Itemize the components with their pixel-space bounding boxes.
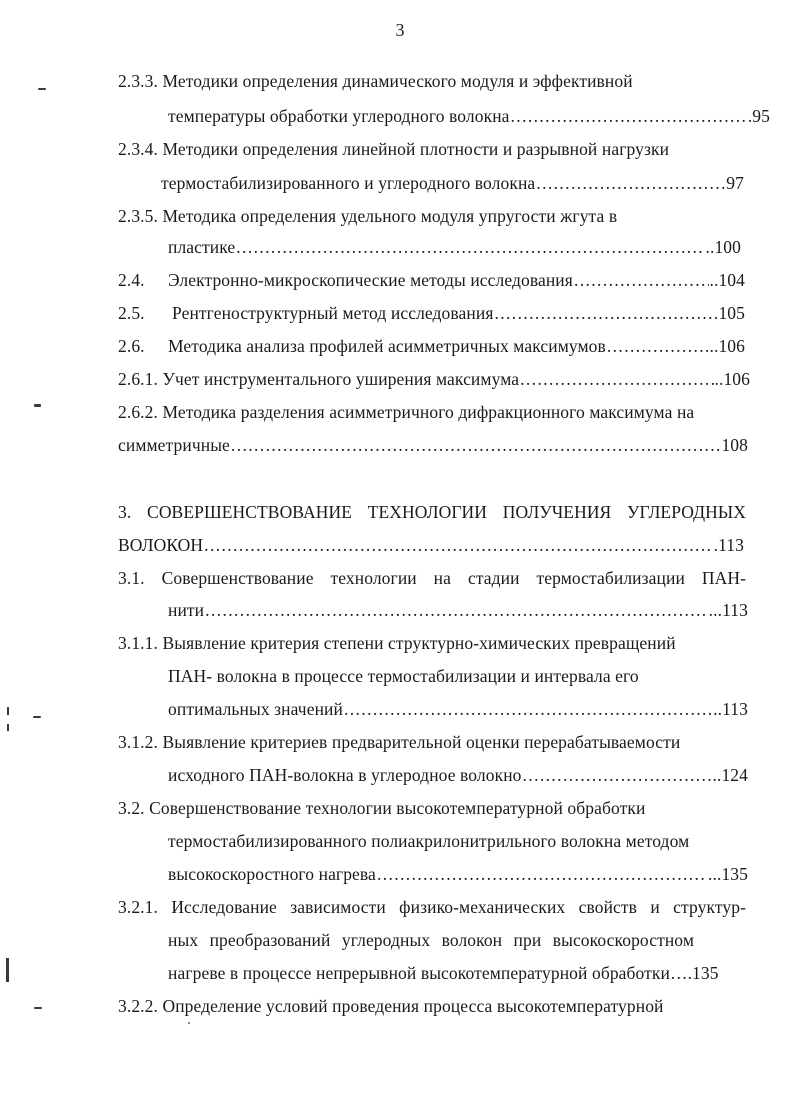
scan-mark: [6, 958, 9, 982]
toc-entry-2-6-1-page: ..106: [714, 369, 750, 389]
scan-mark: [7, 707, 9, 715]
toc-entry-3-1-2-line1: 3.1.2. Выявление критериев предварительной оценки перерабатываемости: [118, 732, 681, 752]
toc-entry-3-2-page: ...135: [708, 864, 748, 884]
toc-entry-2-4-text: Электронно-микроскопические методы исследования: [168, 270, 573, 290]
dot-leader: [523, 763, 712, 787]
toc-entry-3-2-1-line1: 3.2.1. Исследование зависимости физико-механических свойств и структур-: [118, 897, 746, 917]
toc-entry-2-3-3-text: температуры обработки углеродного волокна: [168, 106, 510, 126]
dot-leader: [204, 533, 712, 557]
toc-entry-2-5-text: Рентгеноструктурный метод исследования: [172, 303, 494, 323]
toc-entry-2-3-4-text: термостабилизированного и углеродного волокна: [161, 173, 536, 193]
toc-entry-2-3-5-text: пластике: [168, 237, 236, 257]
scan-mark: [34, 404, 41, 407]
toc-entry-3-1-line2: [168, 598, 748, 622]
toc-entry-2-5: [172, 301, 745, 325]
toc-entry-2-5-number: 2.5.: [118, 303, 145, 323]
toc-entry-2-4-page: ..104: [709, 270, 745, 290]
toc-entry-2-4: [168, 268, 745, 292]
toc-entry-3-2-1-text: нагреве в процессе непрерывной высокотемпературной обработки: [168, 963, 670, 983]
toc-entry-2-3-4-line2: [161, 171, 744, 195]
toc-entry-2-6-2-line1: 2.6.2. Методика разделения асимметричного дифракционного максимума на: [118, 402, 695, 422]
toc-entry-2-6: [168, 334, 745, 358]
toc-entry-2-5-page: 105: [718, 303, 745, 323]
toc-entry-2-4-number: 2.4.: [118, 270, 145, 290]
toc-entry-2-6-2-text: симметричные: [118, 435, 230, 455]
dot-leader: [236, 235, 704, 259]
page-number: 3: [395, 20, 405, 40]
toc-entry-2-3-4-line1: 2.3.4. Методики определения линейной плотности и разрывной нагрузки: [118, 139, 670, 159]
toc-entry-2-6-2-page: 108: [721, 435, 748, 455]
dot-leader: [494, 301, 717, 325]
dot-leader: [377, 862, 707, 886]
toc-entry-2-3-5-line2: [168, 235, 741, 259]
toc-entry-2-3-3-line2: [168, 104, 770, 128]
dot-leader: [511, 104, 747, 128]
toc-entry-3-1-2-line2: [168, 763, 748, 787]
toc-entry-3-1-1-text: оптимальных значений: [168, 699, 343, 719]
scan-mark: [38, 88, 46, 90]
toc-entry-3-1-line1: 3.1. Совершенствование технологии на стадии термостабилизации ПАН-: [118, 568, 746, 588]
toc-entry-3-2-text: высокоскоростного нагрева: [168, 864, 376, 884]
dot-leader: [205, 598, 708, 622]
toc-entry-3-1-page: ...113: [708, 600, 748, 620]
scan-mark: [34, 1007, 42, 1009]
toc-entry-2-3-4-page: 97: [726, 173, 744, 193]
toc-entry-2-6-page: ...106: [705, 336, 745, 356]
toc-entry-3-1-1-line3: [168, 697, 748, 721]
toc-chapter-3-line1: 3. СОВЕРШЕНСТВОВАНИЕ ТЕХНОЛОГИИ ПОЛУЧЕНИЯ УГЛЕРОДНЫХ: [118, 502, 746, 522]
scan-mark: [7, 724, 9, 731]
toc-entry-3-1-2-page: ..124: [712, 765, 748, 785]
toc-entry-3-2-line3: [168, 862, 748, 886]
toc-entry-3-1-1-line1: 3.1.1. Выявление критерия степени структурно-химических превращений: [118, 633, 676, 653]
toc-entry-3-2-line2: термостабилизированного полиакрилонитрильного волокна методом: [168, 831, 690, 851]
scan-mark: [33, 716, 41, 718]
dot-leader: [574, 268, 709, 292]
dot-leader: [231, 433, 721, 457]
toc-entry-3-1-2-text: исходного ПАН-волокна в углеродное волокно: [168, 765, 522, 785]
dot-leader: [607, 334, 704, 358]
toc-entry-3-2-2-line1: 3.2.2. Определение условий проведения процесса высокотемпературной: [118, 996, 664, 1016]
dot-leader: [344, 697, 712, 721]
toc-entry-3-1-1-page: ..113: [713, 699, 748, 719]
toc-entry-3-1-text: нити: [168, 600, 205, 620]
toc-entry-2-6-1: [118, 367, 750, 391]
toc-entry-2-6-number: 2.6.: [118, 336, 145, 356]
toc-entry-2-6-2-line2: [118, 433, 748, 457]
dot-leader: [536, 171, 725, 195]
toc-entry-2-3-5-page: ..100: [705, 237, 741, 257]
toc-entry-3-2-1-page: ….135: [669, 963, 719, 983]
toc-entry-3-2-line1: 3.2. Совершенствование технологии высокотемпературной обработки: [118, 798, 646, 818]
toc-chapter-3-line2: [118, 533, 744, 557]
toc-entry-2-6-1-text: 2.6.1. Учет инструментального уширения максимума: [118, 369, 520, 389]
toc-entry-2-3-3-page: .95: [747, 106, 770, 126]
dot-leader: [520, 367, 713, 391]
toc-chapter-3-page: .113: [713, 535, 744, 555]
toc-entry-2-6-text: Методика анализа профилей асимметричных максимумов: [168, 336, 606, 356]
toc-entry-2-3-5-line1: 2.3.5. Методика определения удельного модуля упругости жгута в: [118, 206, 618, 226]
toc-chapter-3-text: ВОЛОКОН: [118, 535, 204, 555]
toc-entry-3-2-1-line3: [168, 961, 748, 985]
toc-entry-3-1-1-line2: ПАН- волокна в процессе термостабилизации и интервала его: [168, 666, 639, 686]
toc-entry-3-2-1-line2: ных преобразований углеродных волокон при высокоскоростном: [168, 930, 694, 950]
scan-mark: [188, 1022, 190, 1024]
toc-entry-2-3-3-line1: 2.3.3. Методики определения динамического модуля и эффективной: [118, 71, 633, 91]
